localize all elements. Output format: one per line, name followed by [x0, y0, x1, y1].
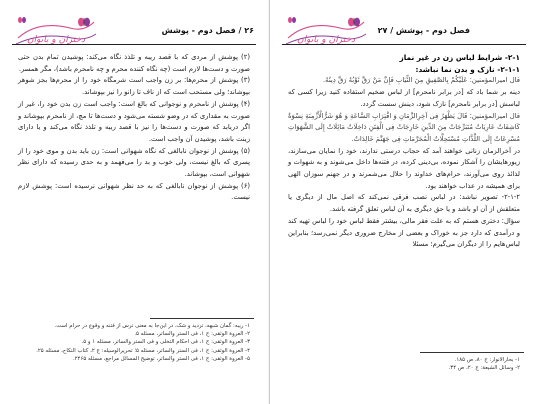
brand-logo	[12, 14, 98, 52]
footnote-rule	[150, 318, 254, 319]
page-header	[282, 14, 526, 54]
hadith-text: قال امیرالمؤمنین: قَالَ یَظْهَرُ فِی آخِرِالزَّمَانِ وَ اقْتِرَابِ السَّاعَةِ وَ هُوَ شَرُّالْأَزْمِنَةِ نِسْوَةٌ کَاشِفَاتٌ عَارِیَاتٌ مُتَبَرِّجَاتٌ مِنَ الدِّینِ خَارِجَاتٌ فِی الْفِتَنِ دَاخِلَاتٌ مَائِلَاتٌ إِلَی الشَّهَوَاتِ مُسْرِعَاتٌ إِلَی اللَّذَّاتِ مُسْتَحِلَّاتٌ الْمُحَرَّمَاتِ فِی جَهَنَّمَ خَالِدَاتٌ.	[288, 111, 520, 143]
footnotes	[288, 356, 520, 372]
footnotes	[18, 322, 250, 363]
butterfly-logo-icon	[282, 14, 368, 52]
header-rule	[282, 44, 526, 45]
paragraph: (۶) پوشش از نوجوان نابالغی که به حد نظر شهوانی نرسیده است: پوشش لازم نیست.	[18, 181, 250, 202]
paragraph: (۴) پوشش از نامحرم و نوجوانی که بالغ است: واجب است زن بدن خود را، غیر از صورت به مقداری که در وضو شسته می‌شود و دست‌ها تا مچ، از نامحرم بپوشاند و اگر دریابد که صورت و دست‌ها را نیز با قصد ریبه و تلذذ نگاه می‌کند و یا دارای زینت باشد، پوشیدن آن واجب است.	[18, 99, 250, 143]
paragraph: ۲-۱-۲- تصویر نباشد: در لباس نصب فرقی نمی‌کند که اصل مال از دیگری یا متعلقش از آن او باشد و یا حق دیگری به آن لباس تعلق گرفته باشد.	[288, 193, 520, 214]
footnote: ۴- العروة الوثقی: ج ۱، فی الستر والساتر، مسئله ۵؛ تحریرالوسیله: ج ۲، کتاب النکاح، مسئله ۲۵.	[36, 347, 250, 354]
page-left	[0, 0, 268, 404]
paragraph: (۵) پوشش از نوجوان نابالغی که نگاه شهوانی است: زن باید بدن و موی خود را از پسری که بالغ نیست، ولی خوب و بد را می‌فهمد و به حدی رسیده که دارای نظر شهوانی است، بپوشاند.	[18, 146, 250, 179]
header-rule	[12, 44, 256, 45]
footnote: ۵- العروة الوثقی: ج ۱، فی الستر والساتر، توضیح المسائل مراجع، مسئله ۲۴۶۵.	[72, 355, 250, 362]
page-header	[12, 14, 256, 54]
footnote: ۱- ریبه: گمان شبهه، تردید و شک، در این‌جا به معنی ترس از فتنه و وقوع در حرام است.	[54, 323, 250, 329]
subsection-title: ۲-۱-۱- نازک و بدن نما نباشد:	[415, 64, 520, 74]
svg-text:دختران و بانوان: دختران و بانوان	[27, 35, 85, 45]
page-right	[269, 0, 537, 404]
svg-text:دختران و بانوان: دختران و بانوان	[297, 35, 355, 45]
paragraph: دینه بر شما باد که [در برابر نامحرم] از لباس ضخیم استفاده کنید زیرا کسی که لباسش [در برابر نامحرم] نازک شود، دینش سست گردد.	[288, 88, 520, 108]
page-header-title: فصل دوم - پوشش / ۲۷	[377, 26, 470, 35]
hadith-text: قال امیرالمؤمنین: عَلَیْکُمْ بِالصَّفِیقِ مِنَ الثِّیَابِ فَإِنَّ مَنْ رَقَّ ثَوْبُهُ رَقَّ دِینُهُ.	[323, 76, 520, 85]
footnote: ۲- العروة الوثقی: ج ۱، فی الستر والساتر، مسئله ۵.	[134, 331, 250, 338]
footnote: ۲- وسائل الشیعة: ج ۲۰، ص ۳۴.	[448, 365, 520, 372]
paragraph: (۳) پوشش از محرم‌ها: بر زن واجب است شرمگاه خود را از محرم‌ها بجز شوهر بپوشاند؛ ولی مستحب است که از ناف تا زانو را نیز بپوشاند.	[18, 76, 250, 97]
section-title: ۲-۱- شرایط لباس زن در غیر نماز	[399, 53, 520, 62]
brand-logo	[282, 14, 368, 52]
page-body	[18, 52, 250, 204]
page-body	[288, 52, 520, 251]
butterfly-logo-icon	[12, 14, 98, 52]
paragraph: در آخرالزمان زنانی خواهند آمد که حجاب درستی ندارند، خود را نمایان می‌سازند، زیورهایشان را آشکار نموده، بی‌دینی کرده، در فتنه‌ها داخل می‌شوند و به شهوات و لذائذ روی می‌آورند، حرام‌های خداوند را حلال می‌شمرند و در جهنم سوزان الهی برای همیشه در عذاب خواهند بود.	[288, 146, 520, 190]
paragraph: سؤال: دختری هستم که به علت فقر مالی، بیشتر فقط لباس خود را لباس تهیه کند و درآمدی که دارد جز به خوراک و بعضی از مخارج ضروری دیگر نمی‌رسد؛ بنابراین لباس‌هایم را از دیگران می‌گیرم؛ مسئلا	[288, 216, 520, 249]
footnote: ۳- العروة الوثقی: ج ۱، فی احکام التخلی و فی الستر والساتر، مسئله ۱ و ۵.	[81, 339, 250, 346]
paragraph: (۲) پوشش از مردی که با قصد ریبه و تلذذ نگاه می‌کند: پوشیدن تمام بدن حتی صورت و دست‌ها لازم است (چه نگاه کننده محرم و چه نامحرم باشد)، مگر همسر.	[18, 53, 250, 73]
page-header-title: ۲۶ / فصل دوم - پوشش	[161, 26, 254, 35]
footnote: ۱- بحارالانوار: ج ۸۰، ص ۱۸۵.	[454, 357, 520, 363]
footnote-rule	[420, 352, 524, 353]
